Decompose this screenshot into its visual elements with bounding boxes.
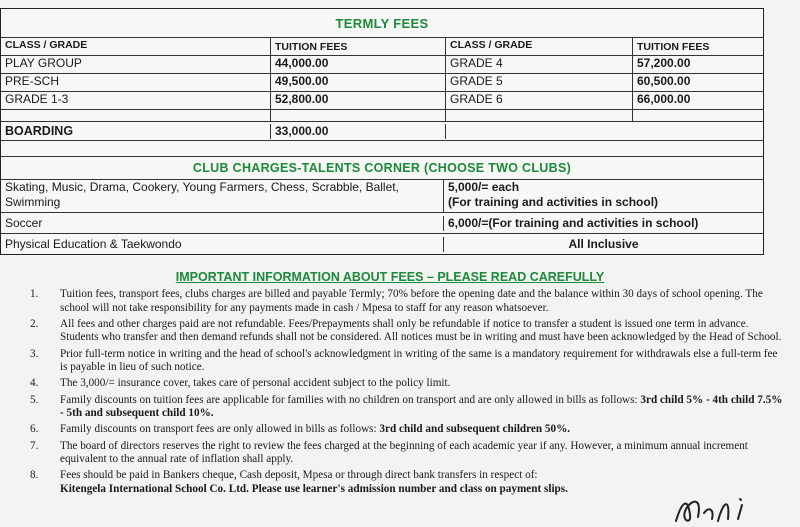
item-bold-text: 3rd child and subsequent children 50%.: [379, 423, 571, 436]
info-title: IMPORTANT INFORMATION ABOUT FEES – PLEASE READ CAREFULLY: [175, 270, 605, 284]
table-row: [1, 92, 763, 110]
item-text: Family discounts on tuition fees are applicable for families with no children on transport and are only allowed in bills as follows:: [60, 393, 638, 406]
item-text: The 3,000/= insurance cover, takes care of personal accident subject to the policy limit.: [60, 377, 451, 390]
list-item: [0, 394, 800, 421]
club-charge: All Inclusive: [568, 236, 639, 251]
fees-header-row: [1, 38, 763, 56]
tuition-fee: 44,000.00: [271, 56, 446, 73]
club-charge: 6,000/=(For training and activities in school): [448, 215, 699, 230]
item-number: 1.: [30, 288, 39, 300]
boarding-row: [1, 122, 763, 141]
boarding-fee: 33,000.00: [271, 124, 446, 139]
table-row: [1, 56, 763, 74]
fees-table: [0, 8, 764, 255]
item-bold-text: 3rd child 5% - 4th child 7.5% - 5th and subsequent child 10%.: [60, 393, 783, 420]
item-text: All fees and other charges paid are not refundable. Fees/Prepayments shall only be refundable if notice to transfer a student is issued one term in advance. Students who transfer and then demand refunds shall not be considered. All notices must be in writing and must have been acknowledged by the Head of School.: [60, 317, 782, 344]
table-row: [1, 180, 763, 213]
list-item: [0, 318, 800, 345]
clubs-title: CLUB CHARGES-TALENTS CORNER (CHOOSE TWO CLUBS): [192, 161, 572, 175]
list-item: [0, 440, 800, 467]
class-name: GRADE 5: [446, 74, 633, 91]
table-row: [1, 74, 763, 92]
table-row: [1, 213, 763, 234]
termly-fees-title-row: [1, 9, 763, 38]
tuition-fee: 57,200.00: [637, 56, 691, 70]
class-name: PLAY GROUP: [1, 56, 271, 73]
empty-cell: [633, 110, 761, 121]
signature-mark: [668, 491, 778, 527]
spacer-row: [1, 110, 763, 122]
list-item: [0, 288, 800, 315]
item-number: 8.: [30, 469, 39, 482]
item-text: The board of directors reserves the right to review the fees charged at the beginning of each academic year if any. However, a minimum annual increment equivalent to the annual rate of inflation shall apply.: [60, 439, 748, 466]
col-header-fee-right: TUITION FEES: [637, 41, 710, 53]
item-number: 6.: [30, 423, 39, 436]
item-number: 2.: [30, 317, 39, 330]
item-text: Fees should be paid in Bankers cheque, Cash deposit, Mpesa or through direct bank transfers in respect of:: [60, 469, 538, 482]
item-text: Tuition fees, transport fees, clubs charges are billed and payable Termly; 70% before the opening date and the balance within 30 days of school opening. The school will not take responsibility for any payments made in cash / Mpesa to staff for any reason whatsoever.: [60, 288, 763, 314]
col-header-class-right: CLASS / GRADE: [446, 38, 633, 55]
empty-cell: [446, 110, 633, 121]
spacer-row: [1, 141, 763, 157]
club-name: Physical Education & Taekwondo: [1, 237, 444, 252]
list-item: [0, 377, 800, 391]
class-name: GRADE 6: [446, 92, 633, 109]
item-text: Prior full-term notice in writing and the head of school's acknowledgment in writing of the same is a mandatory requirement for withdrawals else a full-term fee is payable in lieu of such notice.: [60, 347, 778, 374]
boarding-label: BOARDING: [1, 124, 271, 139]
club-name: Soccer: [1, 216, 444, 231]
tuition-fee: 66,000.00: [637, 92, 691, 106]
item-number: 3.: [30, 347, 39, 360]
club-charge-note: (For training and activities in school): [448, 195, 659, 209]
tuition-fee: 60,500.00: [637, 74, 691, 88]
info-list: [0, 288, 800, 496]
tuition-fee: 49,500.00: [271, 74, 446, 91]
empty-cell: [1, 110, 271, 121]
col-header-class-left: CLASS / GRADE: [1, 38, 271, 55]
fee-information: [0, 270, 800, 499]
class-name: GRADE 1-3: [1, 92, 271, 109]
item-number: 7.: [30, 439, 39, 452]
class-name: GRADE 4: [446, 56, 633, 73]
list-item: [0, 348, 800, 375]
item-number: 5.: [30, 393, 39, 406]
item-text: Family discounts on transport fees are only allowed in bills as follows:: [60, 423, 377, 436]
table-row: [1, 234, 763, 254]
col-header-fee-left: TUITION FEES: [271, 38, 446, 55]
club-charge-amount: 5,000/= each: [448, 180, 520, 194]
item-bold-text: Kitengela International School Co. Ltd. Please use learner's admission number and class on payment slips.: [60, 482, 568, 495]
club-name: Skating, Music, Drama, Cookery, Young Farmers, Chess, Scrabble, Ballet, Swimming: [1, 180, 444, 212]
club-charge: [444, 180, 763, 212]
list-item: [0, 423, 800, 437]
clubs-title-row: [1, 157, 763, 180]
empty-cell: [271, 110, 446, 121]
class-name: PRE-SCH: [1, 74, 271, 91]
tuition-fee: 52,800.00: [271, 92, 446, 109]
item-number: 4.: [30, 377, 39, 390]
termly-fees-title: TERMLY FEES: [335, 15, 429, 31]
